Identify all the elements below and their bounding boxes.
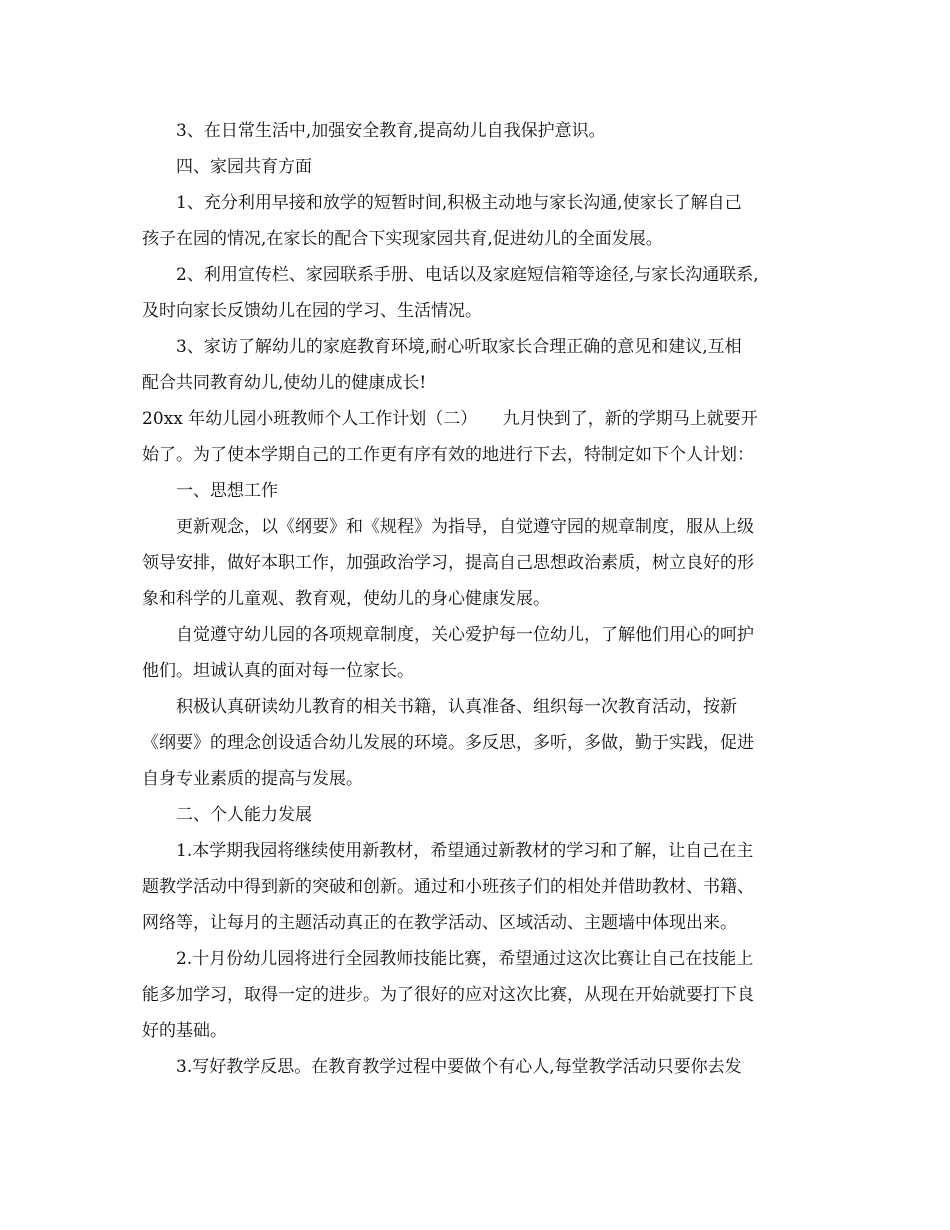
text-line: 自身专业素质的提高与发展。 — [142, 769, 363, 789]
text-line: 及时向家长反馈幼儿在园的学习、生活情况。 — [142, 301, 482, 321]
text-line: 《纲要》的理念创设适合幼儿发展的环境。多反思，多听，多做，勤于实践，促进 — [142, 733, 754, 753]
text-line: 3.写好教学反思。在教育教学过程中要做个有心人,每堂教学活动只要你去发 — [176, 1057, 742, 1077]
text-line: 3、家访了解幼儿的家庭教育环境,耐心听取家长合理正确的意见和建议,互相 — [176, 337, 742, 357]
text-line: 题教学活动中得到新的突破和创新。通过和小班孩子们的相处并借助教材、书籍、 — [142, 877, 754, 897]
text-line: 始了。为了使本学期自己的工作更有序有效的地进行下去，特制定如下个人计划： — [142, 445, 754, 465]
text-line: 能多加学习，取得一定的进步。为了很好的应对这次比赛，从现在开始就要打下良 — [142, 985, 754, 1005]
text-line: 好的基础。 — [142, 1021, 227, 1041]
text-line: 积极认真研读幼儿教育的相关书籍，认真准备、组织每一次教育活动，按新 — [176, 697, 737, 717]
text-line: 更新观念，以《纲要》和《规程》为指导，自觉遵守园的规章制度，服从上级 — [176, 517, 754, 537]
document-title-line: 20xx 年幼儿园小班教师个人工作计划（二） 九月快到了，新的学期马上就要开 — [142, 409, 758, 429]
text-line: 1、充分利用早接和放学的短暂时间,积极主动地与家长沟通,使家长了解自己 — [176, 193, 742, 213]
document-body — [142, 113, 810, 1085]
text-line: 领导安排，做好本职工作，加强政治学习，提高自己思想政治素质，树立良好的形 — [142, 553, 754, 573]
text-line: 象和科学的儿童观、教育观，使幼儿的身心健康发展。 — [142, 589, 550, 609]
text-line: 网络等，让每月的主题活动真正的在教学活动、区域活动、主题墙中体现出来。 — [142, 913, 737, 933]
section-heading: 四、家园共育方面 — [176, 157, 312, 177]
text-line: 3、在日常生活中,加强安全教育,提高幼儿自我保护意识。 — [176, 121, 606, 141]
text-line: 配合共同教育幼儿,使幼儿的健康成长! — [142, 373, 427, 393]
text-line: 自觉遵守幼儿园的各项规章制度，关心爱护每一位幼儿，了解他们用心的呵护 — [176, 625, 754, 645]
text-line: 他们。坦诚认真的面对每一位家长。 — [142, 661, 414, 681]
text-line: 2、利用宣传栏、家园联系手册、电话以及家庭短信箱等途径,与家长沟通联系, — [176, 265, 759, 285]
section-heading: 二、个人能力发展 — [176, 805, 312, 825]
text-line: 1.本学期我园将继续使用新教材，希望通过新教材的学习和了解，让自己在主 — [176, 841, 754, 861]
text-line: 孩子在园的情况,在家长的配合下实现家园共育,促进幼儿的全面发展。 — [142, 229, 663, 249]
section-heading: 一、思想工作 — [176, 481, 278, 501]
text-line: 2.十月份幼儿园将进行全园教师技能比赛，希望通过这次比赛让自己在技能上 — [176, 949, 754, 969]
